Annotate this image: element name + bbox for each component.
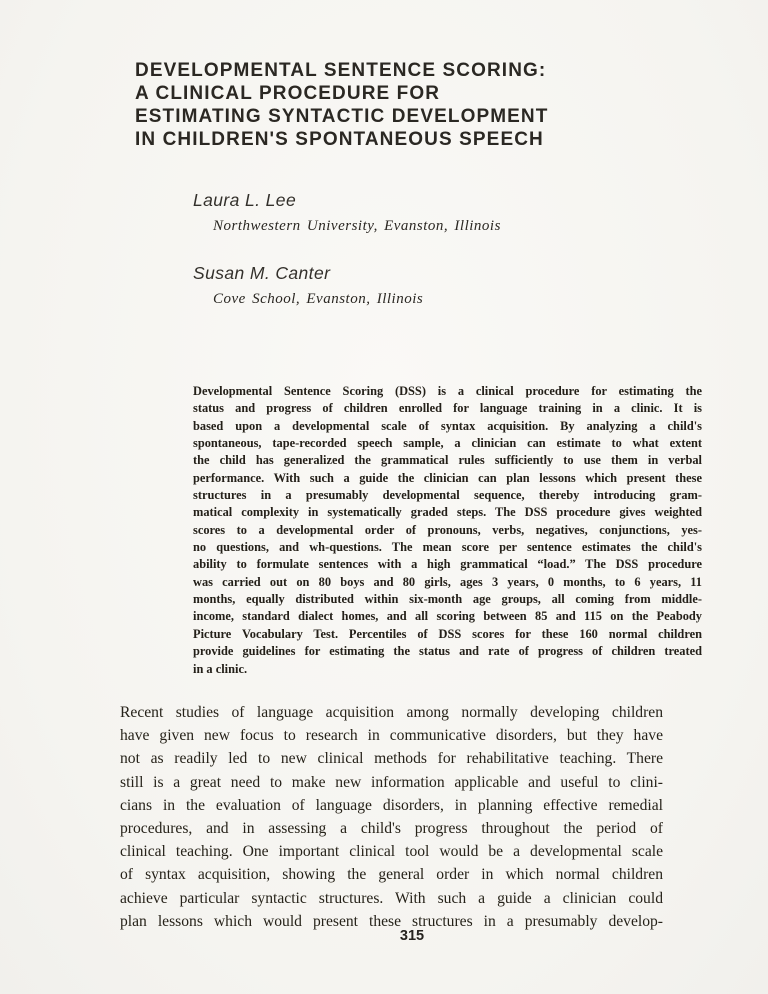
text-line: A CLINICAL PROCEDURE FOR	[135, 82, 441, 104]
text-line: status and progress of children enrolled for language training in a clinic. It is	[193, 401, 702, 416]
text-line: provide guidelines for estimating the status and rate of progress of children treated	[193, 644, 702, 659]
text-line: achieve particular syntactic structures. With such a guide a clinician could	[120, 889, 663, 907]
text-line: ability to formulate sentences with a high grammatical “load.” The DSS procedure	[193, 557, 702, 572]
text-line: spontaneous, tape-recorded speech sample, a clinician can estimate to what extent	[193, 436, 702, 451]
text-line: income, standard dialect homes, and all scoring between 85 and 115 on the Peabody	[193, 609, 702, 624]
author-affiliation: Northwestern University, Evanston, Illinois	[213, 218, 501, 234]
text-line: procedures, and in assessing a child's progress throughout the period of	[120, 820, 663, 838]
text-line: Recent studies of language acquisition among normally developing children	[120, 704, 663, 721]
text-line: IN CHILDREN'S SPONTANEOUS SPEECH	[135, 128, 544, 150]
author-name: Susan M. Canter	[193, 263, 331, 283]
text-line: Picture Vocabulary Test. Percentiles of DSS scores for these 160 normal children	[193, 626, 702, 641]
text-line: based upon a developmental scale of syntax acquisition. By analyzing a child's	[193, 418, 702, 433]
text-line: still is a great need to make new information applicable and useful to clini-	[120, 773, 663, 791]
author-block	[193, 263, 423, 308]
text-line: clinical teaching. One important clinical tool would be a developmental scale	[120, 843, 663, 861]
text-line: structures in a presumably developmental sequence, thereby introducing gram-	[193, 488, 702, 503]
text-line: was carried out on 80 boys and 80 girls, ages 3 years, 0 months, to 6 years, 11	[193, 574, 702, 589]
body-paragraph	[120, 701, 663, 933]
text-line: months, equally distributed within six-month age groups, all coming from middle-	[193, 592, 702, 607]
text-line: plan lessons which would present these structures in a presumably develop-	[120, 912, 663, 930]
author-name: Laura L. Lee	[193, 190, 297, 210]
article-title	[135, 59, 695, 151]
author-block	[193, 190, 501, 235]
text-line: not as readily led to new clinical methods for rehabilitative teaching. There	[120, 750, 663, 768]
page-number: 315	[399, 928, 425, 944]
abstract	[193, 383, 702, 678]
text-line: have given new focus to research in communicative disorders, but they have	[120, 727, 663, 745]
text-line: scores to a developmental order of pronouns, verbs, negatives, conjunctions, yes-	[193, 522, 702, 537]
text-line: performance. With such a guide the clinician can plan lessons which present these	[193, 470, 702, 485]
author-affiliation: Cove School, Evanston, Illinois	[213, 291, 424, 307]
text-line: in a clinic.	[193, 661, 248, 676]
text-line: Developmental Sentence Scoring (DSS) is a clinical procedure for estimating the	[193, 384, 702, 398]
text-line: cians in the evaluation of language disorders, in planning effective remedial	[120, 796, 663, 814]
text-line: no questions, and wh-questions. The mean score per sentence estimates the child's	[193, 540, 702, 555]
text-line: ESTIMATING SYNTACTIC DEVELOPMENT	[135, 105, 549, 127]
text-line: DEVELOPMENTAL SENTENCE SCORING:	[135, 59, 547, 81]
text-line: of syntax acquisition, showing the general order in which normal children	[120, 866, 663, 884]
text-line: the child has generalized the grammatical rules sufficiently to use them in verbal	[193, 453, 702, 468]
text-line: matical complexity in systematically graded steps. The DSS procedure gives weighted	[193, 505, 702, 520]
